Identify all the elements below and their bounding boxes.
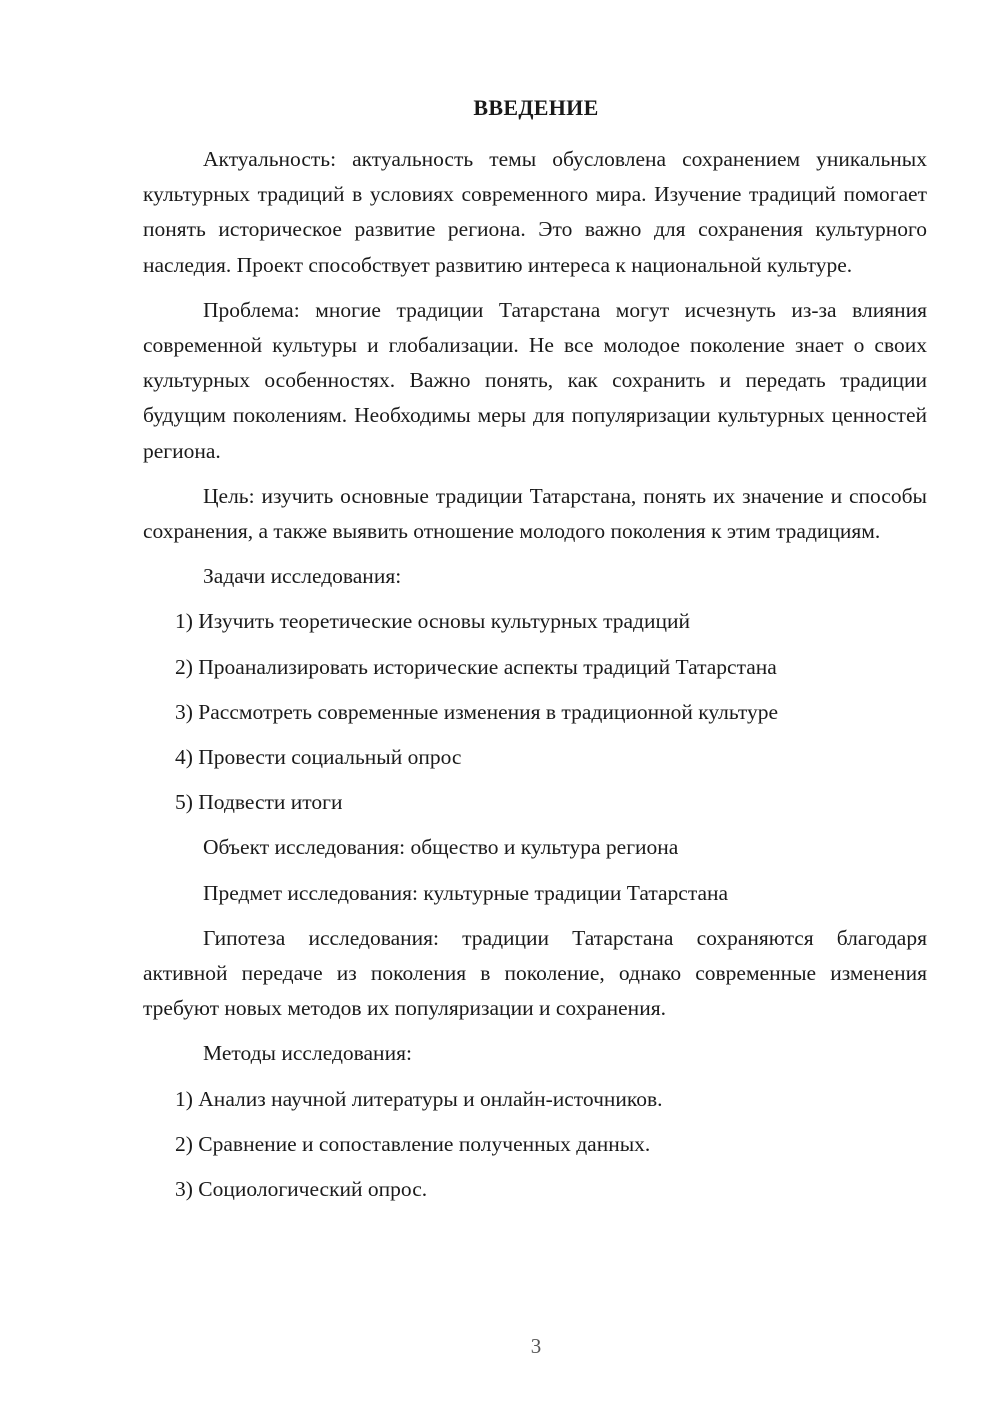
task-item-4: 4) Провести социальный опрос (175, 745, 462, 770)
task-item-5: 5) Подвести итоги (175, 790, 343, 815)
research-subject: Предмет исследования: культурные традиции Татарстана (203, 880, 729, 905)
task-item-2: 2) Проанализировать исторические аспекты традиций Татарстана (175, 654, 777, 679)
page-heading: ВВЕДЕНИЕ (473, 95, 599, 120)
relevance-paragraph: Актуальность: актуальность темы обусловлена сохранением уникальных культурных традиций в условиях современного мира. Изучение традиций помогает понять историческое развитие региона. Это важно для сохранения культурного наследия. Проект способствует развитию интереса к национальной культуре. (143, 147, 927, 277)
methods-title: Методы исследования: (203, 1041, 412, 1066)
page-number: 3 (530, 1334, 542, 1358)
method-item-2: 2) Сравнение и сопоставление полученных данных. (175, 1131, 651, 1156)
goal-paragraph: Цель: изучить основные традиции Татарстана, понять их значение и способы сохранения, а также выявить отношение молодого поколения к этим традициям. (143, 483, 927, 544)
tasks-title: Задачи исследования: (203, 564, 402, 589)
problem-paragraph: Проблема: многие традиции Татарстана могут исчезнуть из-за влияния современной культуры и глобализации. Не все молодое поколение знает о своих культурных особенностях. Важно понять, как сохранить и передать традиции будущим поколениям. Необходимы меры для популяризации культурных ценностей региона. (143, 297, 927, 463)
hypothesis-paragraph: Гипотеза исследования: традиции Татарстана сохраняются благодаря активной передаче из поколения в поколение, однако современные изменения требуют новых методов их популяризации и сохранения. (143, 925, 927, 1021)
document-body (143, 142, 927, 1217)
task-item-3: 3) Рассмотреть современные изменения в традиционной культуре (175, 699, 779, 724)
research-object: Объект исследования: общество и культура региона (203, 835, 679, 860)
task-item-1: 1) Изучить теоретические основы культурных традиций (175, 609, 691, 634)
method-item-1: 1) Анализ научной литературы и онлайн-источников. (175, 1086, 663, 1111)
method-item-3: 3) Социологический опрос. (175, 1177, 428, 1202)
